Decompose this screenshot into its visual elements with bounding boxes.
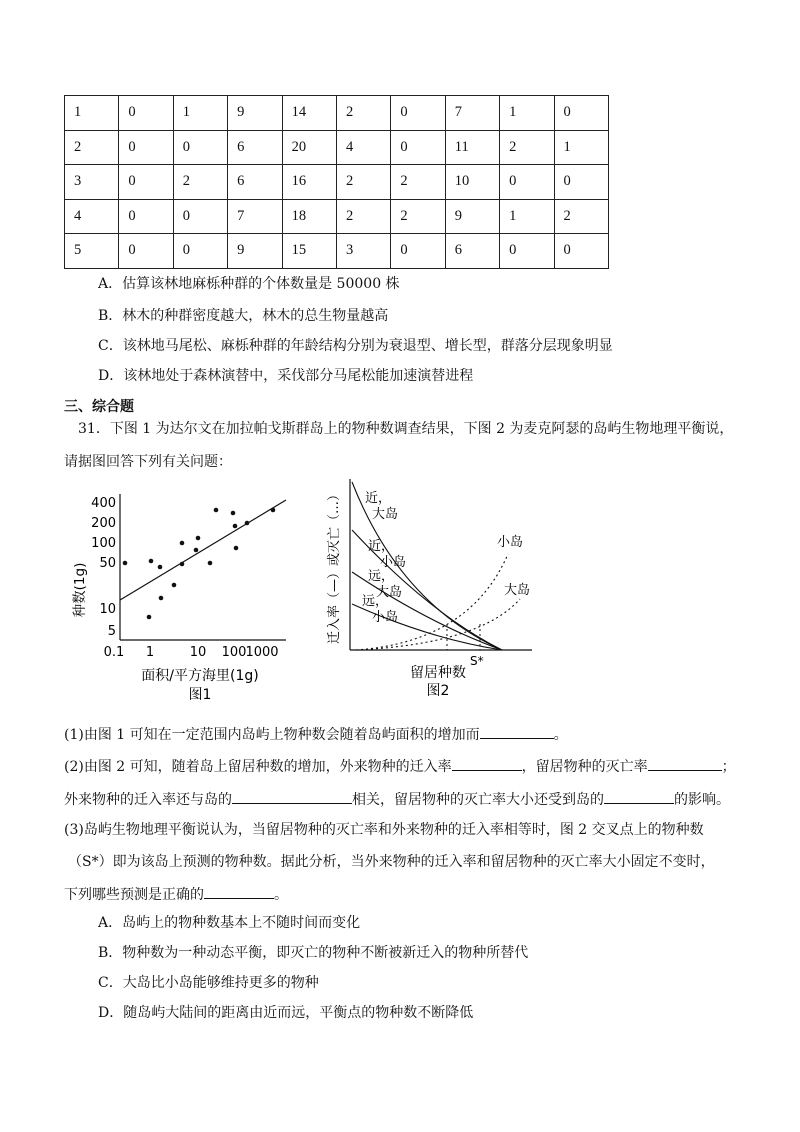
q31-part1-end: 。 [553,727,568,743]
table-cell: 0 [500,165,554,200]
fig2-label: 远， [362,594,389,609]
fig1-point [180,562,185,567]
table-cell: 15 [282,234,336,269]
fig2-label: 远， [368,569,395,584]
fig1-ytick: 400 [91,496,116,511]
fig1-point [159,596,164,601]
table-cell: 0 [173,234,227,269]
fig1-point [234,546,239,551]
q31-option-d[interactable]: D．随岛屿大陆间的距离由近而远，平衡点的物种数不断降低 [98,1005,474,1021]
q31-part1 [64,723,568,745]
table-cell: 14 [282,96,336,131]
q31-part3-text: 下列哪些预测是正确的 [64,887,204,903]
fig2-label: 大岛 [504,583,531,598]
table-cell: 2 [336,165,390,200]
q31-blank-5[interactable] [604,788,674,804]
fig2-caption: 图2 [426,683,450,699]
q31-part1-text: (1)由图 1 可知在一定范围内岛屿上物种数会随着岛屿面积的增加而 [64,727,480,743]
table-cell: 18 [282,199,336,234]
table-cell: 1 [173,96,227,131]
q31-part2-text-f: 的影响。 [674,792,730,808]
table-cell: 0 [391,96,445,131]
table-cell: 0 [119,234,173,269]
table-cell: 1 [554,130,608,165]
fig1-xtick: 1000 [245,645,279,660]
table-cell: 7 [445,96,499,131]
table-cell: 2 [391,199,445,234]
table-cell: 0 [173,199,227,234]
q31-intro-line1: 31．下图 1 为达尔文在加拉帕戈斯群岛上的物种数调查结果，下图 2 为麦克阿瑟的岛屿生物地理平衡说， [78,421,734,437]
fig1-point [233,524,238,529]
table-cell: 1 [65,96,119,131]
fig1-point [158,565,163,570]
fig1-point [194,548,199,553]
q31-part3-line3 [64,883,288,905]
table-cell: 2 [336,96,390,131]
table-row [65,130,609,165]
table-cell: 0 [554,96,608,131]
fig2-label: 大岛 [376,585,403,600]
figure-2 [320,474,540,699]
q30-option-b[interactable]: B．林木的种群密度越大，林木的总生物量越高 [98,308,389,324]
q31-blank-1[interactable] [480,723,554,739]
q30-option-d[interactable]: D．该林地处于森林演替中，采伐部分马尾松能加速演替进程 [98,368,474,384]
fig1-xtick: 10 [189,645,207,660]
table-cell: 0 [119,96,173,131]
table-cell: 0 [391,234,445,269]
fig1-ytick: 50 [99,556,116,571]
table-row [65,199,609,234]
q31-intro-line2: 请据图回答下列有关问题： [64,454,232,470]
fig1-point [172,583,177,588]
fig1-ytick: 10 [99,602,116,617]
q31-blank-4[interactable] [232,788,352,804]
table-row [65,96,609,131]
table-cell: 3 [336,234,390,269]
fig2-label: 近， [368,539,395,554]
fig1-point [147,615,152,620]
q31-option-a[interactable]: A．岛屿上的物种数基本上不随时间而变化 [98,915,361,931]
table-cell: 6 [228,130,282,165]
fig1-point [180,541,185,546]
table-cell: 1 [500,96,554,131]
figure-1 [72,490,310,710]
fig1-point [123,561,128,566]
table-cell: 6 [228,165,282,200]
q31-part2-text-d: 外来物种的迁入率还与岛的 [64,792,232,808]
fig1-y-label: 种数(1g) [72,562,88,618]
table-cell: 1 [500,199,554,234]
table-cell: 0 [173,130,227,165]
table-cell: 2 [173,165,227,200]
table-cell: 11 [445,130,499,165]
table-cell: 5 [65,234,119,269]
fig1-xtick: 0.1 [103,645,125,660]
table-cell: 2 [336,199,390,234]
fig2-label: 小岛 [372,610,399,625]
fig2-y-label: 迁入率（—）或灭亡（…） [327,487,342,645]
q31-blank-6[interactable] [204,883,274,899]
fig2-label: 小岛 [497,535,524,550]
q31-blank-3[interactable] [648,755,722,771]
table-cell: 3 [65,165,119,200]
q31-part2-text-a: (2)由图 2 可知，随着岛上留居种数的增加，外来物种的迁入率 [64,759,452,775]
q30-option-c[interactable]: C．该林地马尾松、麻栎种群的年龄结构分别为衰退型、增长型，群落分层现象明显 [98,338,613,354]
table-cell: 6 [445,234,499,269]
q30-option-a[interactable]: A．估算该林地麻栎种群的个体数量是 50000 株 [98,276,400,292]
table-cell: 0 [119,165,173,200]
q31-part2-line2 [64,788,730,810]
fig1-point [149,559,154,564]
fig1-point [271,508,276,513]
table-cell: 16 [282,165,336,200]
table-cell: 2 [554,199,608,234]
table-cell: 0 [554,234,608,269]
table-cell: 0 [391,130,445,165]
fig1-ytick: 5 [107,624,116,639]
q31-option-c[interactable]: C．大岛比小岛能够维持更多的物种 [98,975,319,991]
q31-option-b[interactable]: B．物种数为一种动态平衡，即灭亡的物种不断被新迁入的物种所替代 [98,945,529,961]
table-cell: 4 [65,199,119,234]
fig1-point [196,536,201,541]
fig1-x-label: 面积/平方海里(1g) [141,668,259,684]
fig1-xtick: 1 [145,645,155,660]
q31-part2-text-c: ； [721,759,736,775]
fig1-xtick: 100 [221,645,247,660]
fig2-label: 小岛 [380,555,407,570]
table-cell: 7 [228,199,282,234]
table-cell: 0 [500,234,554,269]
table-cell: 20 [282,130,336,165]
fig1-point [214,508,219,513]
section-title: 三、综合题 [64,399,134,415]
table-cell: 4 [336,130,390,165]
fig2-x-label: 留居种数 [410,665,466,681]
fig1-ytick: 100 [91,536,116,551]
survey-table [64,95,609,269]
fig1-point [245,521,250,526]
fig1-caption: 图1 [188,687,212,703]
table-cell: 9 [445,199,499,234]
fig2-s-star: S* [470,654,484,668]
q31-part2-text-b: ，留居物种的灭亡率 [521,759,648,775]
q31-part3-line2: （S*）即为该岛上预测的物种数。据此分析，当外来物种的迁入率和留居物种的灭亡率大小固定不变时， [68,854,715,870]
fig1-points [123,508,276,620]
fig2-label: 近， [365,491,392,506]
table-cell: 9 [228,234,282,269]
fig1-point [231,511,236,516]
table-cell: 2 [391,165,445,200]
fig2-label: 大岛 [372,507,399,522]
q31-part2-line1 [64,755,736,777]
q31-part2-text-e: 相关，留居物种的灭亡率大小还受到岛的 [352,792,604,808]
table-row [65,234,609,269]
fig1-trend-line [120,500,286,600]
table-cell: 2 [500,130,554,165]
table-cell: 10 [445,165,499,200]
q31-part3-line1: (3)岛屿生物地理平衡说认为，当留居物种的灭亡率和外来物种的迁入率相等时，图 2 交叉点上的物种数 [64,822,704,838]
table-cell: 9 [228,96,282,131]
table-cell: 0 [554,165,608,200]
q31-blank-2[interactable] [452,755,522,771]
fig1-point [208,561,213,566]
table-cell: 0 [119,130,173,165]
q31-part3-end: 。 [274,887,288,903]
table-cell: 0 [119,199,173,234]
table-row [65,165,609,200]
fig1-ytick: 200 [91,516,116,531]
table-cell: 2 [65,130,119,165]
